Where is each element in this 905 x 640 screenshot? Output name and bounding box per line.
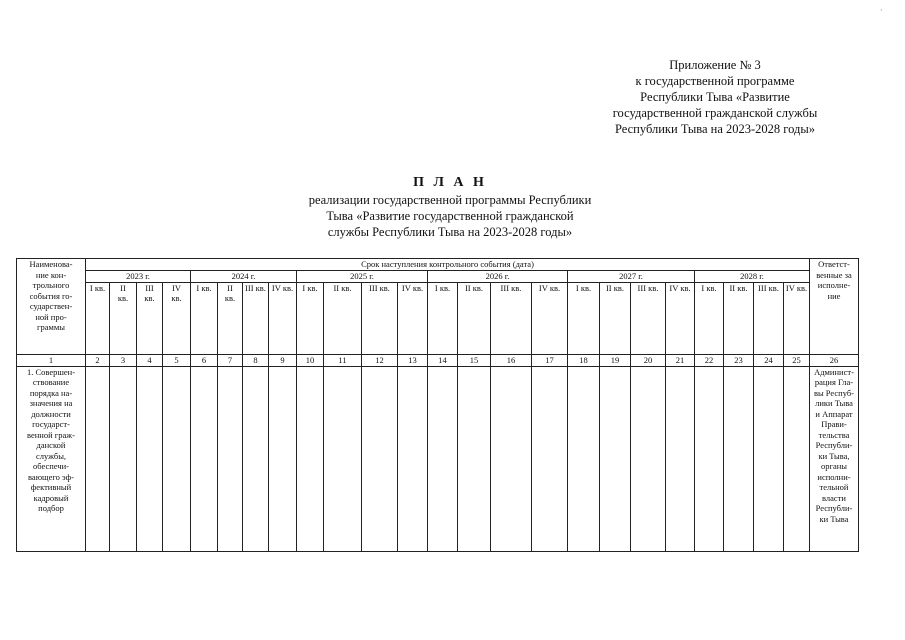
date-cell: [362, 366, 398, 551]
plan-heading: [250, 174, 650, 240]
appendix-line: к государственной программе: [635, 74, 795, 88]
plan-subtitle-line: реализации государственной программы Республики: [308, 193, 592, 207]
date-cell: [428, 366, 458, 551]
quarter-cell: IV кв.: [398, 282, 428, 354]
header-row-deadline: [17, 259, 859, 271]
column-number: 4: [137, 354, 163, 366]
quarter-cell: III кв.: [631, 282, 666, 354]
quarter-cell: IV кв.: [269, 282, 297, 354]
appendix-line: Республики Тыва на 2023-2028 годы»: [614, 122, 816, 136]
year-cell: 2028 г.: [695, 270, 810, 282]
quarter-cell: I кв.: [86, 282, 110, 354]
column-number: 9: [269, 354, 297, 366]
date-cell: [191, 366, 218, 551]
column-number-row: [17, 354, 859, 366]
quarter-cell: II кв.: [110, 282, 137, 354]
column-number: 15: [458, 354, 491, 366]
column-number: 3: [110, 354, 137, 366]
column-number: 7: [218, 354, 243, 366]
date-cell: [243, 366, 269, 551]
header-row-years: [17, 270, 859, 282]
header-row-quarters: [17, 282, 859, 354]
column-number: 8: [243, 354, 269, 366]
column-number: 22: [695, 354, 724, 366]
responsible-cell: Админист- рация Гла- вы Респуб- лики Тыва и Аппарат Прави- тельства Республи- ки Тыва, органы исполни- тельной власти Республи- ки Тыва: [810, 366, 859, 551]
control-events-table: [16, 258, 859, 552]
date-cell: [491, 366, 532, 551]
head-deadline: Срок наступления контрольного события (дата): [86, 259, 810, 271]
quarter-cell: III кв.: [362, 282, 398, 354]
event-name-cell: 1. Совершен- ствование порядка на- значения на должности государст- венной граж- данской службы, обеспечи- вающего эф- фективный кадровый подбор: [17, 366, 86, 551]
date-cell: [324, 366, 362, 551]
date-cell: [666, 366, 695, 551]
scan-mark: ·: [880, 6, 883, 15]
date-cell: [568, 366, 600, 551]
year-cell: 2023 г.: [86, 270, 191, 282]
column-number: 16: [491, 354, 532, 366]
date-cell: [695, 366, 724, 551]
column-number: 26: [810, 354, 859, 366]
date-cell: [110, 366, 137, 551]
plan-subtitle-line: Тыва «Развитие государственной гражданской: [326, 209, 574, 223]
date-cell: [532, 366, 568, 551]
quarter-cell: IV кв.: [784, 282, 810, 354]
year-cell: 2027 г.: [568, 270, 695, 282]
appendix-line: государственной гражданской службы: [612, 106, 818, 120]
plan-title: П Л А Н: [413, 175, 487, 190]
quarter-cell: III кв.: [243, 282, 269, 354]
quarter-cell: II кв.: [458, 282, 491, 354]
quarter-cell: III кв.: [491, 282, 532, 354]
appendix-header: [570, 57, 860, 137]
quarter-cell: III кв.: [754, 282, 784, 354]
quarter-cell: IV кв.: [532, 282, 568, 354]
column-number: 11: [324, 354, 362, 366]
head-responsible: Ответст- венные за исполне- ние: [810, 259, 859, 355]
column-number: 23: [724, 354, 754, 366]
column-number: 24: [754, 354, 784, 366]
quarter-cell: I кв.: [568, 282, 600, 354]
column-number: 6: [191, 354, 218, 366]
date-cell: [86, 366, 110, 551]
appendix-line: Приложение № 3: [669, 58, 761, 72]
quarter-cell: IV кв.: [666, 282, 695, 354]
quarter-cell: II кв.: [324, 282, 362, 354]
column-number: 1: [17, 354, 86, 366]
quarter-cell: I кв.: [695, 282, 724, 354]
table-row: [17, 366, 859, 551]
plan-subtitle-line: службы Республики Тыва на 2023-2028 годы»: [327, 225, 573, 239]
date-cell: [600, 366, 631, 551]
quarter-cell: I кв.: [297, 282, 324, 354]
quarter-cell: IV кв.: [163, 282, 191, 354]
column-number: 17: [532, 354, 568, 366]
date-cell: [137, 366, 163, 551]
year-cell: 2026 г.: [428, 270, 568, 282]
column-number: 13: [398, 354, 428, 366]
column-number: 19: [600, 354, 631, 366]
date-cell: [724, 366, 754, 551]
quarter-cell: II кв.: [600, 282, 631, 354]
date-cell: [754, 366, 784, 551]
column-number: 2: [86, 354, 110, 366]
date-cell: [218, 366, 243, 551]
date-cell: [163, 366, 191, 551]
date-cell: [269, 366, 297, 551]
quarter-cell: I кв.: [191, 282, 218, 354]
quarter-cell: II кв.: [218, 282, 243, 354]
date-cell: [631, 366, 666, 551]
column-number: 25: [784, 354, 810, 366]
date-cell: [784, 366, 810, 551]
quarter-cell: III кв.: [137, 282, 163, 354]
column-number: 14: [428, 354, 458, 366]
column-number: 18: [568, 354, 600, 366]
quarter-cell: I кв.: [428, 282, 458, 354]
column-number: 12: [362, 354, 398, 366]
column-number: 20: [631, 354, 666, 366]
appendix-line: Республики Тыва «Развитие: [640, 90, 790, 104]
date-cell: [398, 366, 428, 551]
column-number: 10: [297, 354, 324, 366]
date-cell: [458, 366, 491, 551]
date-cell: [297, 366, 324, 551]
head-event-name: Наименова- ние кон- трольного события го- сударствен- ной про- граммы: [17, 259, 86, 355]
quarter-cell: II кв.: [724, 282, 754, 354]
column-number: 21: [666, 354, 695, 366]
year-cell: 2024 г.: [191, 270, 297, 282]
column-number: 5: [163, 354, 191, 366]
year-cell: 2025 г.: [297, 270, 428, 282]
